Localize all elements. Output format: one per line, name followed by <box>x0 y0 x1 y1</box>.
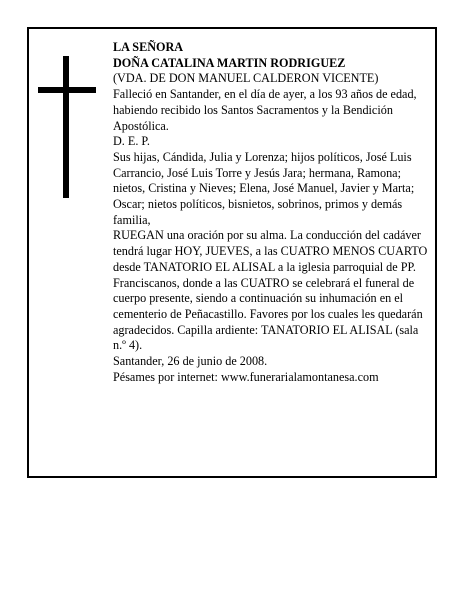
family-list: Sus hijas, Cándida, Julia y Lorenza; hijos políticos, José Luis Carrancio, José Luis Torre y Jesús Jara; hermana, Ramona; nietos, Cristina y Nieves; Elena, José Manuel, Javier y Marta; Oscar; nietos políticos, bisnietos, sobrinos, primos y demás familia, <box>113 149 415 227</box>
funeral-request: RUEGAN una oración por su alma. La conducción del cadáver tendrá lugar HOY, JUEVES, a las CUATRO MENOS CUARTO desde TANATORIO EL ALISAL a la iglesia parroquial de PP. Franciscanos, donde a las CUATRO se celebrará el funeral de cuerpo presente, siendo a continuación su inhumación en el cementerio de Peñacastillo. Favores por los cuales les quedarán agradecidos. Capilla ardiente: TANATORIO EL ALISAL (sala n.º 4). <box>113 228 428 353</box>
cross-horizontal-bar <box>38 87 96 93</box>
cross-icon <box>38 56 96 198</box>
widow-of-line: (VDA. DE DON MANUEL CALDERON VICENTE) <box>113 71 379 86</box>
deceased-name: DOÑA CATALINA MARTIN RODRIGUEZ <box>113 55 346 70</box>
death-announcement: Falleció en Santander, en el día de ayer, a los 93 años de edad, habiendo recibido los Santos Sacramentos y la Bendición Apostólica. <box>113 87 417 133</box>
cross-vertical-bar <box>63 56 69 198</box>
condolences-line: Pésames por internet: www.funerarialamontanesa.com <box>113 369 379 384</box>
dep-line: D. E. P. <box>113 134 150 149</box>
obituary-heading: LA SEÑORA <box>113 40 184 54</box>
place-date: Santander, 26 de junio de 2008. <box>113 354 268 369</box>
obituary-text <box>113 40 431 385</box>
